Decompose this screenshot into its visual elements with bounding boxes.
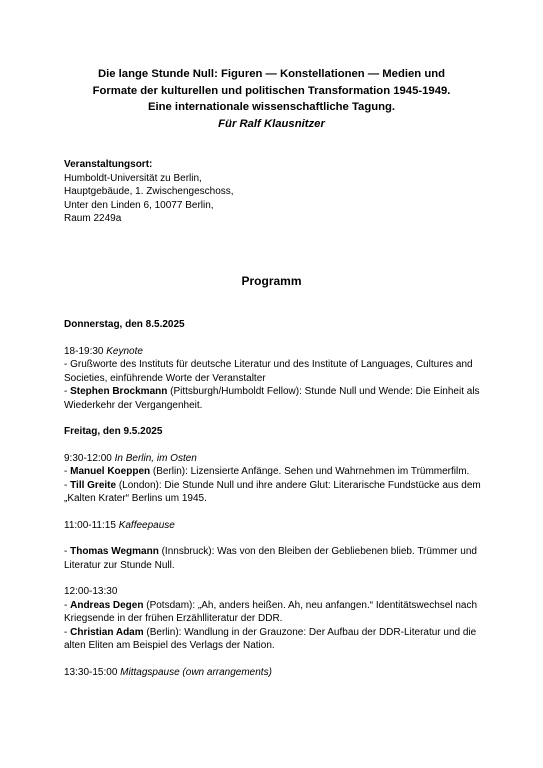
session-time-line xyxy=(64,666,496,680)
program-block xyxy=(64,519,496,533)
session-label: Keynote xyxy=(106,345,143,357)
session-time: 13:30-15:00 xyxy=(64,666,121,678)
venue-line: Hauptgebäude, 1. Zwischengeschoss, xyxy=(64,186,234,197)
title-line-2: Formate der kulturellen und politischen Transformation 1945-1949. xyxy=(92,84,451,97)
venue-line: Raum 2249a xyxy=(64,213,122,224)
program-item xyxy=(64,358,496,385)
speaker-name: Stephen Brockmann xyxy=(70,386,168,397)
venue-heading: Veranstaltungsort: xyxy=(64,159,153,170)
talk-text: (Innsbruck): Was von den Bleiben der Gebliebenen blieb. Trümmer und Literatur zur Stunde Null. xyxy=(64,546,477,571)
program-block xyxy=(64,545,496,572)
item-prefix: - xyxy=(64,386,71,397)
program-item xyxy=(64,599,496,626)
program-block xyxy=(64,345,496,413)
day-heading: Freitag, den 9.5.2025 xyxy=(64,426,163,437)
talk-text: Grußworte des Instituts für deutsche Literatur und des Institute of Languages, Cultures and Societies, einführende Worte der Veranstalter xyxy=(64,359,473,384)
program-item xyxy=(64,385,496,412)
item-prefix: - xyxy=(64,466,71,477)
speaker-name: Manuel Koeppen xyxy=(70,466,151,477)
item-prefix: - xyxy=(64,599,71,611)
speaker-name: Andreas Degen xyxy=(70,599,144,611)
document-title xyxy=(40,66,503,132)
session-time-line xyxy=(64,585,496,599)
session-time: 11:00-11:15 xyxy=(64,519,119,531)
program-block xyxy=(64,452,496,506)
venue-line: Unter den Linden 6, 10077 Berlin, xyxy=(64,199,214,211)
talk-text: (Berlin): Lizensierte Anfänge. Sehen und Wahrnehmen im Trümmerfilm. xyxy=(150,466,470,477)
talk-text: (London): Die Stunde Null und ihre andere Glut: Literarische Fundstücke aus dem „Kalten Krater“ Berlins um 1945. xyxy=(64,479,481,504)
program-list xyxy=(64,318,496,692)
title-line-1: Die lange Stunde Null: Figuren — Konstellationen — Medien und xyxy=(97,68,446,80)
session-label: Mittagspause (own arrangements) xyxy=(120,666,272,678)
item-prefix: - xyxy=(64,479,71,491)
program-item xyxy=(64,545,496,572)
program-block xyxy=(64,666,496,680)
program-heading: Programm xyxy=(241,274,302,288)
talk-text: (Potsdam): „Ah, anders heißen. Ah, neu anfangen.“ Identitätswechsel nach Kriegsende in der frühen Erzählliteratur der DDR. xyxy=(64,599,477,624)
speaker-name: Thomas Wegmann xyxy=(70,546,159,557)
program-item xyxy=(64,479,496,506)
session-label: In Berlin, im Osten xyxy=(114,452,197,464)
item-prefix: - xyxy=(64,546,71,557)
speaker-name: Christian Adam xyxy=(70,626,144,638)
session-time: 9:30-12:00 xyxy=(64,452,115,464)
title-line-3: Eine internationale wissenschaftliche Tagung. xyxy=(147,101,396,113)
session-time-line xyxy=(64,452,496,466)
program-block xyxy=(64,585,496,653)
talk-text: (Pittsburgh/Humboldt Fellow): Stunde Null und Wende: Die Einheit als Wiederkehr der Vergangenheit. xyxy=(64,386,480,411)
venue-section xyxy=(64,158,484,226)
session-label: Kaffeepause xyxy=(118,519,175,531)
session-time-line xyxy=(64,519,496,533)
session-time: 12:00-13:30 xyxy=(64,586,118,597)
program-item xyxy=(64,465,496,479)
title-dedication: Für Ralf Klausnitzer xyxy=(218,117,325,130)
program-item xyxy=(64,626,496,653)
session-time-line xyxy=(64,345,496,359)
talk-text: (Berlin): Wandlung in der Grauzone: Der Aufbau der DDR-Literatur und die alten Eliten am Beispiel des Verlags der Nation. xyxy=(64,626,477,651)
venue-line: Humboldt-Universität zu Berlin, xyxy=(64,172,202,184)
item-prefix: - xyxy=(64,626,71,638)
day-heading: Donnerstag, den 8.5.2025 xyxy=(64,319,185,330)
speaker-name: Till Greite xyxy=(70,479,117,491)
session-time: 18-19:30 xyxy=(64,345,107,357)
item-prefix: - xyxy=(64,359,71,370)
